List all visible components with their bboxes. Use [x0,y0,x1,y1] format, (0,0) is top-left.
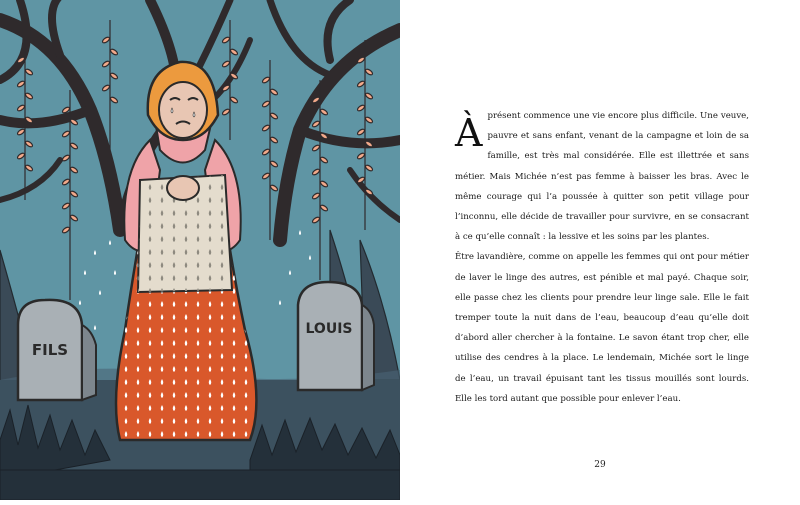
paragraph-1-text: présent commence une vie encore plus difficile. Une veuve, pauvre et sans enfant, venant de la campagne et loin de sa famille, est très mal considérée. Elle est illettrée et sans métier. Mais Michée n’est pas femme à baisser les bras. Avec le même courage qui l’a poussée à quitter son petit village pour l’inconnu, elle décide de travailler pour survivre, en se consacrant à ce qu’elle connaît : la lessive et les soins par les plantes. [455,111,749,243]
text-page [400,0,800,500]
grieving-woman-illustration [0,0,400,500]
body-text [455,106,749,409]
illustration-page [0,0,400,500]
gravestone-fils-text: FILS [31,341,69,359]
gravestone-louis-text: LOUIS [305,321,353,337]
drop-cap: À [455,111,483,155]
paragraph-2: Être lavandière, comme on appelle les femmes qui ont pour métier de laver le linge des autres, est pénible et mal payé. Chaque soir, elle passe chez les clients pour prendre leur linge sale. Elle le fait tremper toute la nuit dans de l’eau, beaucoup d’eau qu’elle doit d’abord aller chercher à la fontaine. Le savon étant trop cher, elle utilise des cendres à la place. Le lendemain, Michée sort le linge de l’eau, un travail épuisant tant les tissus mouillés sont lourds. Elle les tord autant que possible pour enlever l’eau. [455,252,749,404]
paragraph-1 [455,106,749,247]
page-number: 29 [594,460,606,470]
